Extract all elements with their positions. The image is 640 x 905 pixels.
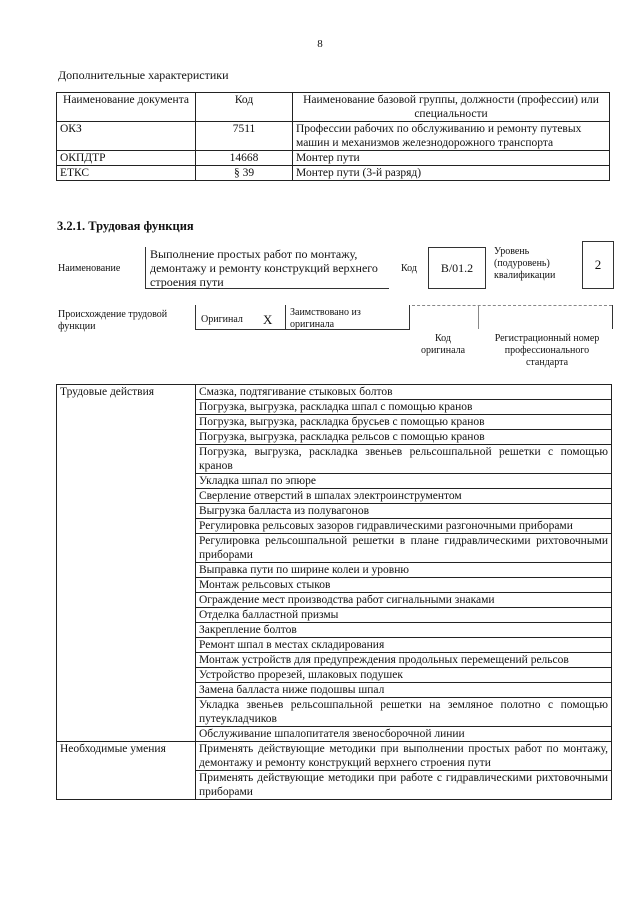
- labor-actions-label: Трудовые действия: [57, 385, 196, 742]
- labor-action: Регулировка рельсовых зазоров гидравлическими разгоночными приборами: [196, 519, 612, 534]
- labor-action: Погрузка, выгрузка, раскладка рельсов с помощью кранов: [196, 430, 612, 445]
- table-row: [57, 742, 612, 771]
- original-label: Оригинал: [201, 314, 243, 325]
- function-name-box: Выполнение простых работ по монтажу, демонтажу и ремонту конструкций верхнего строения пути: [145, 247, 389, 289]
- table-row: [57, 122, 610, 151]
- origin-code-area: [412, 305, 612, 330]
- labor-action: Монтаж устройств для предупреждения продольных перемещений рельсов: [196, 653, 612, 668]
- origin-divider: [285, 305, 286, 330]
- table-row: [57, 166, 610, 181]
- row-name: Профессии рабочих по обслуживанию и ремонту путевых машин и механизмов железнодорожного транспорта: [293, 122, 610, 151]
- labor-action: Отделка балластной призмы: [196, 608, 612, 623]
- row-code: 14668: [196, 151, 293, 166]
- registration-number-label: Регистрационный номер профессионального стандарта: [494, 333, 600, 368]
- row-name: Монтер пути (3-й разряд): [293, 166, 610, 181]
- original-code-label: Код оригинала: [420, 333, 466, 356]
- qualification-level-box: 2: [582, 241, 614, 289]
- header-group-name: Наименование базовой группы, должности (профессии) или специальности: [293, 93, 610, 122]
- row-code: § 39: [196, 166, 293, 181]
- additional-characteristics-table: [56, 92, 610, 181]
- labor-action: Ограждение мест производства работ сигнальными знаками: [196, 593, 612, 608]
- level-label: Уровень (подуровень) квалификации: [494, 246, 556, 281]
- labor-action: Погрузка, выгрузка, раскладка шпал с помощью кранов: [196, 400, 612, 415]
- labor-action: Выгрузка балласта из полувагонов: [196, 504, 612, 519]
- labor-action: Ремонт шпал в местах складирования: [196, 638, 612, 653]
- skills-label: Необходимые умения: [57, 742, 196, 800]
- name-label: Наименование: [58, 263, 121, 274]
- labor-action: Регулировка рельсошпальной решетки в плане гидравлическими рихтовочными приборами: [196, 534, 612, 563]
- function-code-box: В/01.2: [428, 247, 486, 289]
- skill-item: Применять действующие методики при выполнении простых работ по монтажу, демонтажу и ремонту конструкций верхнего строения пути: [196, 742, 612, 771]
- header-code: Код: [196, 93, 293, 122]
- origin-label: Происхождение трудовой функции: [58, 309, 168, 332]
- page-number: 8: [317, 38, 323, 50]
- additional-characteristics-title: Дополнительные характеристики: [58, 68, 229, 82]
- labor-actions-table: [56, 384, 612, 800]
- table-header-row: [57, 93, 610, 122]
- labor-action: Смазка, подтягивание стыковых болтов: [196, 385, 612, 400]
- original-mark: Х: [263, 312, 273, 327]
- origin-right-edge: [612, 305, 613, 329]
- origin-code-divider: [478, 305, 479, 329]
- table-row: [57, 151, 610, 166]
- labor-action: Монтаж рельсовых стыков: [196, 578, 612, 593]
- labor-action: Устройство прорезей, шлаковых подушек: [196, 668, 612, 683]
- labor-action: Обслуживание шпалопитателя звеносборочной линии: [196, 727, 612, 742]
- labor-action: Выправка пути по ширине колеи и уровню: [196, 563, 612, 578]
- labor-action: Укладка шпал по эпюре: [196, 474, 612, 489]
- header-document: Наименование документа: [57, 93, 196, 122]
- row-doc: ОКЗ: [57, 122, 196, 151]
- labor-action: Замена балласта ниже подошвы шпал: [196, 683, 612, 698]
- labor-function-title: 3.2.1. Трудовая функция: [57, 219, 194, 233]
- labor-action: Погрузка, выгрузка, раскладка звеньев рельсошпальной решетки с помощью кранов: [196, 445, 612, 474]
- row-code: 7511: [196, 122, 293, 151]
- row-name: Монтер пути: [293, 151, 610, 166]
- labor-action: Укладка звеньев рельсошпальной решетки на земляное полотно с помощью путеукладчиков: [196, 698, 612, 727]
- labor-action: Сверление отверстий в шпалах электроинструментом: [196, 489, 612, 504]
- table-row: [57, 385, 612, 400]
- code-label: Код: [401, 263, 417, 274]
- labor-action: Погрузка, выгрузка, раскладка брусьев с помощью кранов: [196, 415, 612, 430]
- row-doc: ОКПДТР: [57, 151, 196, 166]
- skill-item: Применять действующие методики при работе с гидравлическими рихтовочными приборами: [196, 771, 612, 800]
- borrowed-label: Заимствовано из оригинала: [290, 307, 361, 330]
- row-doc: ЕТКС: [57, 166, 196, 181]
- labor-action: Закрепление болтов: [196, 623, 612, 638]
